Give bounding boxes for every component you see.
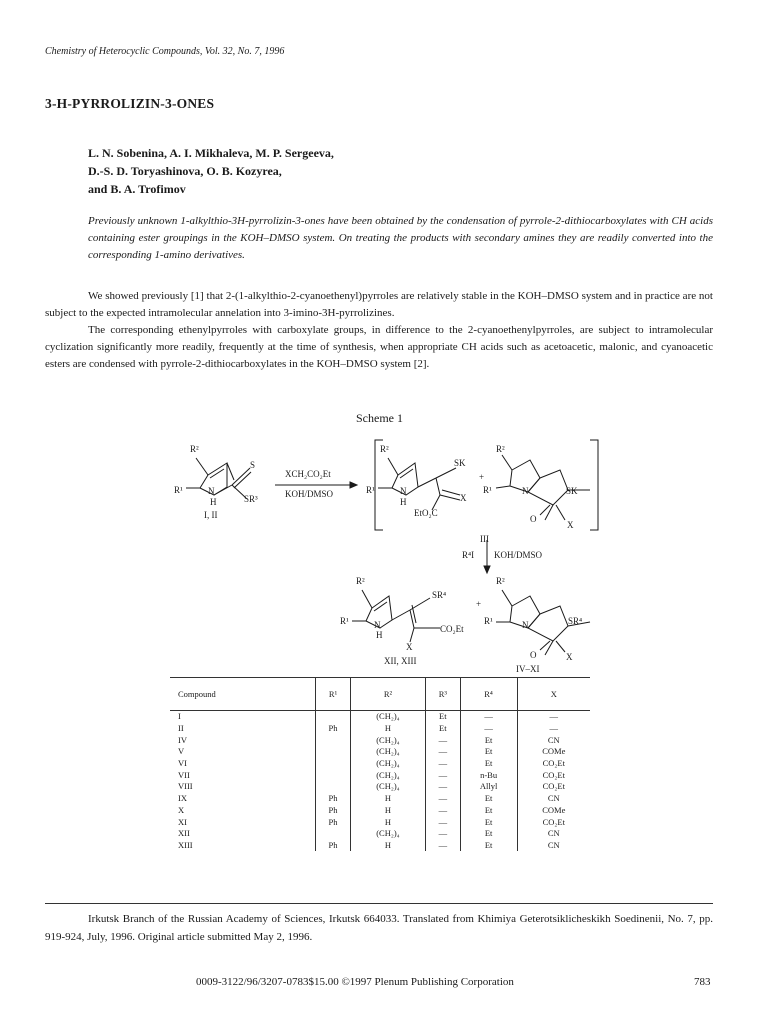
table-cell-r3: Et bbox=[426, 711, 461, 723]
sk-label: SK bbox=[454, 458, 466, 468]
reagent-bottom: KOH/DMSO bbox=[285, 489, 334, 499]
table-cell-r2: (CH₂)₄ bbox=[350, 828, 425, 840]
plus-sign: + bbox=[476, 599, 482, 609]
x-label: X bbox=[567, 520, 574, 530]
table-row bbox=[170, 805, 590, 817]
table-cell-r4: Et bbox=[460, 793, 517, 805]
table-cell-r2: (CH₂)₄ bbox=[350, 769, 425, 781]
r2-label: R² bbox=[356, 576, 365, 586]
table-row bbox=[170, 769, 590, 781]
sr4-label: SR⁴ bbox=[568, 616, 583, 626]
table-cell-r2: H bbox=[350, 840, 425, 852]
table-cell-x: CN bbox=[517, 828, 590, 840]
table-cell-r3: — bbox=[426, 840, 461, 852]
table-cell-r1: Ph bbox=[316, 805, 351, 817]
table-cell-r2: (CH₂)₄ bbox=[350, 734, 425, 746]
table-cell-r1 bbox=[316, 758, 351, 770]
author-line: and B. A. Trofimov bbox=[88, 182, 186, 196]
co2et-label: CO₂Et bbox=[440, 624, 464, 634]
table-cell-r3: — bbox=[426, 734, 461, 746]
r2-label: R² bbox=[496, 576, 505, 586]
n-label: N bbox=[400, 486, 407, 496]
table-cell-x: CO₂Et bbox=[517, 816, 590, 828]
table-cell-r4: — bbox=[460, 711, 517, 723]
table-row bbox=[170, 781, 590, 793]
table-row bbox=[170, 758, 590, 770]
table-cell-r4: Allyl bbox=[460, 781, 517, 793]
footnote-rule bbox=[45, 903, 713, 904]
table-cell-r1 bbox=[316, 711, 351, 723]
table-cell-x: CN bbox=[517, 734, 590, 746]
abstract: Previously unknown 1-alkylthio-3H-pyrrolizin-3-ones have been obtained by the condensation of pyrrole-2-dithiocarboxylates with CH acids containing ester groupings in the KOH–DMSO system. On treating the products with secondary amines they are readily converted into the corresponding 1-amino derivatives. bbox=[88, 215, 713, 261]
table-cell-x: CO₂Et bbox=[517, 758, 590, 770]
table-cell-r1 bbox=[316, 781, 351, 793]
table-cell-r3: — bbox=[426, 746, 461, 758]
table-cell-x: CO₂Et bbox=[517, 781, 590, 793]
compound-label-4: IV–XI bbox=[516, 664, 540, 674]
eto2c-label: EtO₂C bbox=[414, 508, 438, 518]
table-cell-compound: II bbox=[178, 723, 184, 734]
column-header: X bbox=[517, 678, 590, 711]
n-label: N bbox=[522, 486, 529, 496]
column-header: R¹ bbox=[316, 678, 351, 711]
table-cell-r1: Ph bbox=[316, 723, 351, 735]
table-cell-r4: Et bbox=[460, 746, 517, 758]
table-cell-r1 bbox=[316, 828, 351, 840]
table-cell-compound: V bbox=[178, 746, 185, 757]
table-body bbox=[170, 711, 590, 852]
issn-line: 0009-3122/96/3207-0783$15.00 ©1997 Plenum Publishing Corporation bbox=[196, 976, 514, 988]
table-row bbox=[170, 734, 590, 746]
x-label: X bbox=[406, 642, 413, 652]
table-cell-compound: X bbox=[178, 804, 185, 815]
table-cell-r1: Ph bbox=[316, 816, 351, 828]
table-cell-r3: — bbox=[426, 758, 461, 770]
table-header-row bbox=[170, 678, 590, 711]
compound-label-3: III bbox=[480, 534, 489, 544]
table-cell-x: COMe bbox=[517, 746, 590, 758]
scheme-label: Scheme 1 bbox=[356, 411, 403, 425]
table-cell-r4: Et bbox=[460, 758, 517, 770]
n-label: N bbox=[208, 486, 215, 496]
r2-label: R² bbox=[380, 444, 389, 454]
table-cell-x: CO₂Et bbox=[517, 769, 590, 781]
table-cell-x: — bbox=[517, 711, 590, 723]
table-cell-x: — bbox=[517, 723, 590, 735]
table-cell-r4: Et bbox=[460, 734, 517, 746]
plus-sign: + bbox=[479, 472, 485, 482]
footnote-text: Irkutsk Branch of the Russian Academy of Sciences, Irkutsk 664033. Translated from Khimiya Geterotsiklicheskikh Soedinenii, No. 7, pp. 919-924, July, 1996. Original article submitted May 2, 1996. bbox=[45, 913, 713, 943]
compound-label-1: I, II bbox=[204, 510, 218, 520]
r2-label: R² bbox=[190, 444, 199, 454]
table-cell-compound: IV bbox=[178, 734, 187, 745]
table-row bbox=[170, 746, 590, 758]
table-cell-compound: XI bbox=[178, 816, 187, 827]
n-label: N bbox=[374, 620, 381, 630]
table-cell-compound: VII bbox=[178, 769, 190, 780]
table-cell-r3: Et bbox=[426, 723, 461, 735]
table-cell-r3: — bbox=[426, 781, 461, 793]
journal-header: Chemistry of Heterocyclic Compounds, Vol. 32, No. 7, 1996 bbox=[45, 46, 285, 57]
table-cell-compound: I bbox=[178, 711, 181, 722]
table-cell-r1: Ph bbox=[316, 793, 351, 805]
s-label: S bbox=[250, 460, 256, 470]
r1-label: R¹ bbox=[340, 616, 349, 626]
table-cell-compound: VI bbox=[178, 758, 187, 769]
table-cell-r3: — bbox=[426, 793, 461, 805]
column-header: Compound bbox=[170, 678, 316, 711]
step2-reagent-left: R⁴I bbox=[462, 550, 475, 560]
table-cell-r1: Ph bbox=[316, 840, 351, 852]
sr4-label: SR⁴ bbox=[432, 590, 447, 600]
step2-reagent-right: KOH/DMSO bbox=[494, 550, 543, 560]
table-cell-compound: XII bbox=[178, 828, 190, 839]
reagent-top: XCH₂CO₂Et bbox=[285, 469, 331, 479]
r1-label: R¹ bbox=[483, 485, 492, 495]
table-cell-r2: (CH₂)₄ bbox=[350, 711, 425, 723]
table-cell-compound: VIII bbox=[178, 781, 193, 792]
table-cell-r2: H bbox=[350, 793, 425, 805]
author-line: L. N. Sobenina, A. I. Mikhaleva, M. P. Sergeeva, bbox=[88, 146, 334, 160]
article-title: 3-H-PYRROLIZIN-3-ONES bbox=[45, 96, 215, 111]
column-header: R³ bbox=[426, 678, 461, 711]
o-label: O bbox=[530, 650, 537, 660]
footnote bbox=[45, 910, 713, 946]
compound-label-12: XII, XIII bbox=[384, 656, 417, 666]
table-cell-r3: — bbox=[426, 828, 461, 840]
paragraph: We showed previously [1] that 2-(1-alkylthio-2-cyanoethenyl)pyrroles are relatively stable in the KOH–DMSO system and in practice are not subject to the expected intramolecular annelation into 3-imino-3H-pyrrolizines. bbox=[45, 290, 713, 319]
table-cell-x: COMe bbox=[517, 805, 590, 817]
table-row bbox=[170, 840, 590, 852]
author-line: D.-S. D. Toryashinova, O. B. Kozyrea, bbox=[88, 164, 282, 178]
table-cell-r4: Et bbox=[460, 816, 517, 828]
table-cell-r4: Et bbox=[460, 840, 517, 852]
n-label: N bbox=[522, 620, 529, 630]
table-cell-r3: — bbox=[426, 805, 461, 817]
column-header: R⁴ bbox=[460, 678, 517, 711]
table-cell-r2: (CH₂)₄ bbox=[350, 758, 425, 770]
table-cell-r4: Et bbox=[460, 828, 517, 840]
table-cell-r3: — bbox=[426, 816, 461, 828]
column-header: R² bbox=[350, 678, 425, 711]
table-cell-r1 bbox=[316, 746, 351, 758]
table-cell-r4: — bbox=[460, 723, 517, 735]
table-cell-compound: IX bbox=[178, 793, 187, 804]
compound-table bbox=[170, 677, 590, 851]
table-cell-x: CN bbox=[517, 793, 590, 805]
table-cell-r2: (CH₂)₄ bbox=[350, 781, 425, 793]
x-label: X bbox=[460, 493, 467, 503]
r1-label: R¹ bbox=[366, 485, 375, 495]
table-cell-r2: (CH₂)₄ bbox=[350, 746, 425, 758]
r1-label: R¹ bbox=[174, 485, 183, 495]
table-cell-r2: H bbox=[350, 723, 425, 735]
table-cell-r4: Et bbox=[460, 805, 517, 817]
table-cell-r2: H bbox=[350, 805, 425, 817]
sk-label: SK bbox=[566, 486, 578, 496]
table-cell-r3: — bbox=[426, 769, 461, 781]
x-label: X bbox=[566, 652, 573, 662]
h-label: H bbox=[400, 497, 407, 507]
r1-label: R¹ bbox=[484, 616, 493, 626]
sr3-label: SR³ bbox=[244, 494, 258, 504]
table-cell-r4: n-Bu bbox=[460, 769, 517, 781]
table-cell-r2: H bbox=[350, 816, 425, 828]
table-row bbox=[170, 816, 590, 828]
paragraph: The corresponding ethenylpyrroles with carboxylate groups, in difference to the 2-cyanoethenylpyrroles, are subject to intramolecular cyclization significantly more readily, frequently at the time of synthesis, when appropriate CH acids such as acetoacetic, malonic, and cyanoacetic esters are condensed with pyrrole-2-dithiocarboxylates in the KOH–DMSO system [2]. bbox=[45, 324, 713, 370]
table-cell-x: CN bbox=[517, 840, 590, 852]
table-row bbox=[170, 723, 590, 735]
table-row bbox=[170, 711, 590, 723]
table-cell-r1 bbox=[316, 769, 351, 781]
h-label: H bbox=[210, 497, 217, 507]
r2-label: R² bbox=[496, 444, 505, 454]
h-label: H bbox=[376, 630, 383, 640]
table-row bbox=[170, 828, 590, 840]
o-label: O bbox=[530, 514, 537, 524]
table-cell-compound: XIII bbox=[178, 839, 193, 850]
table-row bbox=[170, 793, 590, 805]
table-cell-r1 bbox=[316, 734, 351, 746]
page-number: 783 bbox=[694, 976, 711, 988]
